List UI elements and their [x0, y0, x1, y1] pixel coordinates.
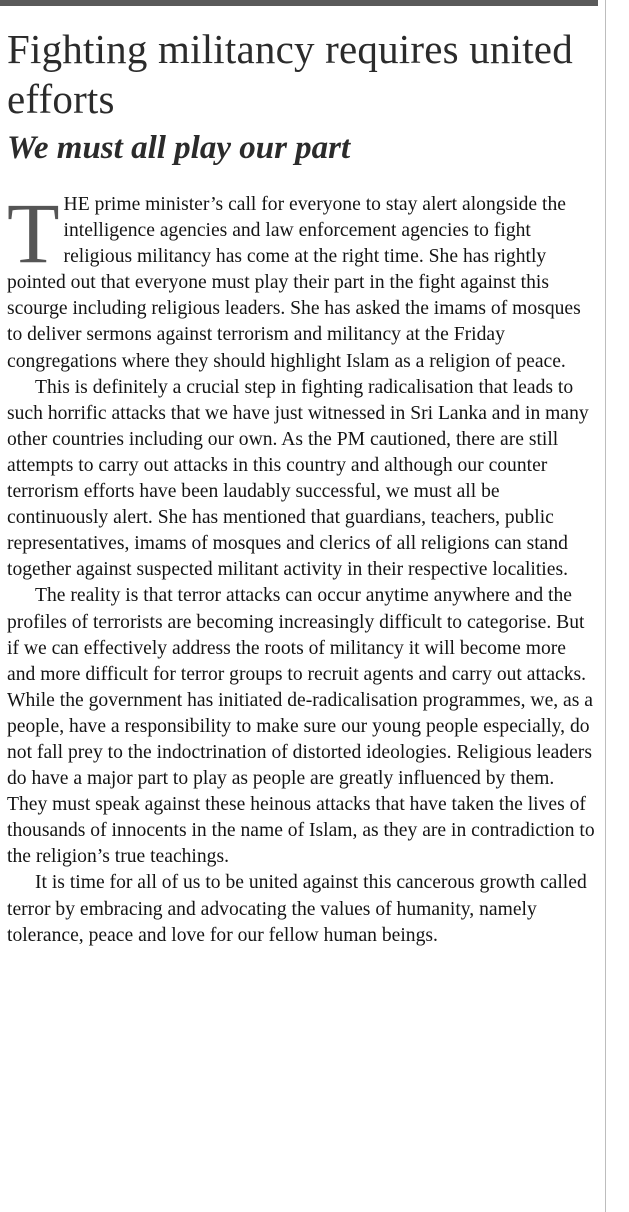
paragraph-4: It is time for all of us to be united against this cancerous growth called terror by embracing and advocating the values of humanity, namely tolerance, peace and love for our fellow human beings.	[7, 872, 587, 946]
headline: Fighting militancy requires united efforts	[7, 26, 573, 122]
paragraph-1	[7, 185, 597, 375]
subheadline: We must all play our part	[7, 130, 351, 166]
editorial-article	[7, 24, 597, 949]
paragraph-2: This is definitely a crucial step in fighting radicalisation that leads to such horrific attacks that we have just witnessed in Sri Lanka and in many other countries including our own. As the PM cautioned, there are still attempts to carry out attacks in this country and although our counter terrorism efforts have been laudably successful, we must all be continuously alert. She has mentioned that guardians, teachers, public representatives, imams of mosques and clerics of all religions can stand together against suspected militant activity in their respective localities.	[7, 376, 589, 581]
drop-cap: T	[7, 185, 60, 281]
paragraph-1-text: HE prime minister’s call for everyone to stay alert alongside the intelligence agencies and law enforcement agencies to fight religious militancy has come at the right time. She has rightly pointed out that everyone must play their part in the fight against this scourge including religious leaders. She has asked the imams of mosques to deliver sermons against terrorism and militancy at the Friday congregations where they should highlight Islam as a religion of peace.	[7, 194, 581, 372]
top-rule	[0, 0, 598, 6]
paragraph-3: The reality is that terror attacks can occur anytime anywhere and the profiles of terrorists are becoming increasingly difficult to categorise. But if we can effectively address the roots of militancy it will become more and more difficult for terror groups to recruit agents and carry out attacks. While the government has initiated de-radicalisation programmes, we, as a people, have a responsibility to make sure our young people especially, do not fall prey to the indoctrination of distorted ideologies. Religious leaders do have a major part to play as people are greatly influenced by them. They must speak against these heinous attacks that have taken the lives of thousands of innocents in the name of Islam, as they are in contradiction to the religion’s true teachings.	[7, 585, 595, 868]
article-body	[7, 185, 597, 949]
column-divider	[605, 0, 606, 1212]
